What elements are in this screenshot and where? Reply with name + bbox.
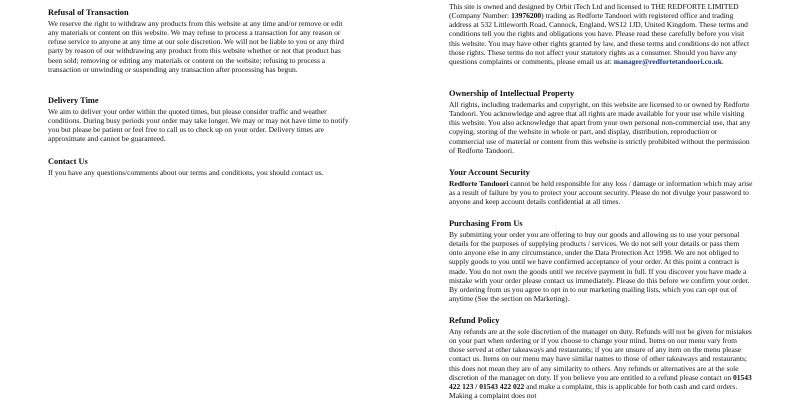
contact-section	[48, 157, 353, 177]
intro-text-part: This site is owned and designed by Orbit iTech Ltd and licensed to THE REDFORTE LIMITED (Company Number:	[449, 2, 739, 21]
email-link[interactable]: manager@redfortetandoori.co.uk	[613, 56, 722, 66]
section-text-part: and make a complaint, this is applicable for both cash and card orders. Making a complaint does not	[449, 381, 738, 400]
section-text-part: Any refunds are at the sole discretion of the manager on duty. Refunds will not be given for mistakes on your part when ordering or if you choose to change your mind. Items on our menu vary from those served at other takeaways and restaurants; if you are unsure of any item on the menu please contact us. Items on our menu may have similar names to those of other takeaways and restaurants; this does not mean they are of any similarity to others. Any refunds or alternatives are at the sole discretion of the manager on duty. If you believe you are entitled to a refund please contact on	[449, 327, 752, 382]
brand-name: Redforte Tandoori	[449, 179, 509, 188]
section-text-part: cannot be held responsible for any loss / damage or information which may arise as a result of failure by you to protect your account security. Please do not divulge your password to anyone and keep account details confidential at all times.	[449, 179, 753, 207]
section-text	[449, 179, 753, 206]
section-heading: Ownership of Intellectual Property	[449, 89, 575, 98]
account-security-section	[449, 168, 753, 206]
delivery-section	[48, 96, 353, 144]
intro-section	[449, 2, 753, 66]
intro-text-part: ) trading as Redforte Tandoori with registered office and trading address at 532 Littleworth Road, Cannock, England, WS12 1JD, United Kingdom. These terms and conditions tell you the rights and obligations you have. Please read these carefully before you visit this website. You may have other rights granted by law, and these terms and conditions do not affect those rights. These terms do not affect your statutory rights as a consumer. Should you have any questions complaints or comments, please email us at:	[449, 11, 750, 66]
section-text: We aim to deliver your order within the quoted times, but please consider traffic and weather conditions. During busy periods your order may take longer. We may or may not have time to notify you but please be patient or feel free to call us to check up on your order. Delivery times are approximate and cannot be guaranteed.	[48, 107, 349, 144]
company-number: 13976200	[511, 11, 542, 21]
refusal-section	[48, 8, 353, 74]
section-text	[449, 327, 753, 400]
purchasing-section	[449, 219, 753, 303]
ownership-section	[449, 89, 753, 155]
section-text: If you have any questions/comments about our terms and conditions, you should contact us.	[48, 168, 324, 177]
section-heading: Contact Us	[48, 157, 88, 166]
phone-number: 01543 422 123 / 01543 422 022	[449, 372, 752, 391]
section-heading: Delivery Time	[48, 96, 99, 105]
section-text: We reserve the right to withdraw any products from this website at any time and/or remove or edit any materials or content on this website. We may refuse to process a transaction for any reason or refuse service to anyone at any time at our sole discretion. We will not be liable to you or any third party by reason of our withdrawing any product from this website whether or not that product has been sold; removing or editing any materials or content on the website; refusing to process a transaction or unwinding or suspending any transaction after processing has begun.	[48, 19, 344, 74]
section-heading: Your Account Security	[449, 168, 530, 177]
section-heading: Purchasing From Us	[449, 219, 523, 228]
section-heading: Refusal of Transaction	[48, 8, 129, 17]
intro-text-part: .	[721, 56, 724, 66]
section-heading: Refund Policy	[449, 316, 500, 325]
intro-text	[449, 2, 753, 66]
refund-section	[449, 316, 753, 400]
section-text: By submitting your order you are offering to buy our goods and allowing us to use your personal details for the purposes of supplying products / services. We do not sell your details or pass them onto anyone else in any circumstance, under the Data Protection Act 1998. We are not obliged to supply goods to you until we have confirmed acceptance of your order. At this point a contract is made. You do not own the goods until we receive payment in full. If you discover you have made a mistake with your order please contact us immediately. Please do this before we confirm your order. By ordering from us you agree to opt in to our marketing mailing lists, which you can opt out of anytime (See the section on Marketing).	[449, 230, 750, 304]
section-text: All rights, including trademarks and copyright, on this website are licensed to or owned by Redforte Tandoori. You acknowledge and agree that all rights are made available for your use while visiting this website. You also acknowledge that apart from your own personal non-commercial use, that any copying, storing of the website in whole or part, and display, distribution, reproduction or commercial use of material or content from this website is strictly prohibited without the permission of Redforte Tandoori.	[449, 100, 751, 155]
